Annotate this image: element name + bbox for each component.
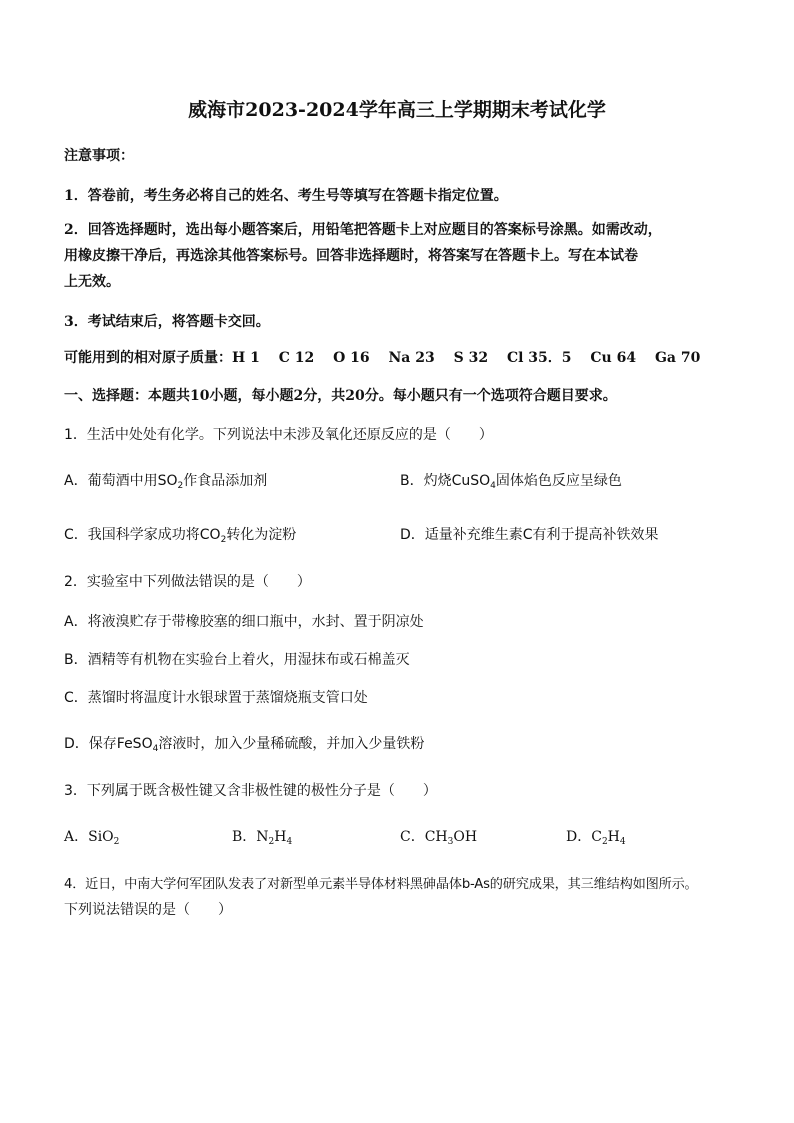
question-2-option-d: D．保存FeSO$_4$溶液时，加入少量稀硫酸，并加入少量铁粉 (64, 736, 425, 754)
notice-item-2-line-2: 用橡皮擦干净后，再选涂其他答案标号。回答非选择题时，将答案写在答题卡上。写在本试卷 (64, 248, 638, 264)
question-3-option-b: B．$N_2H_4$ (232, 829, 293, 847)
question-2-stem: 2．实验室中下列做法错误的是（ ） (64, 574, 311, 590)
question-4-stem-line-1: 4．近日，中南大学何军团队发表了对新型单元素半导体材料黑砷晶体b-As的研究成果，其三维结构如图所示。 (64, 877, 698, 892)
question-2-option-b: B．酒精等有机物在实验台上着火，用湿抹布或石棉盖灭 (64, 652, 410, 668)
page-title: 威海市2023-2024学年高三上学期期末考试化学 (188, 99, 606, 121)
notice-item-2-line-3: 上无效。 (64, 274, 120, 290)
section-1-heading: 一、选择题：本题共10小题，每小题2分，共20分。每小题只有一个选项符合题目要求。 (64, 388, 617, 404)
question-2-option-a: A．将液溴贮存于带橡胶塞的细口瓶中，水封、置于阴凉处 (64, 614, 424, 630)
notice-item-1: 1．答卷前，考生务必将自己的姓名、考生号等填写在答题卡指定位置。 (64, 188, 508, 204)
question-3-option-c: C．$CH_3OH$ (400, 829, 478, 847)
question-3-option-d: D．$C_2H_4$ (566, 829, 626, 847)
notice-heading: 注意事项： (64, 148, 134, 164)
question-1-option-c: C．我国科学家成功将$CO_2$转化为淀粉 (64, 527, 297, 545)
notice-item-2-line-1: 2．回答选择题时，选出每小题答案后，用铅笔把答题卡上对应题目的答案标号涂黑。如需改动， (64, 222, 662, 238)
question-3-option-a: A．SiO$_2$ (64, 829, 120, 847)
question-1-option-a: A．葡萄酒中用$SO_2$作食品添加剂 (64, 473, 268, 491)
question-1-option-b: B．灼烧CuSO$_4$固体焰色反应呈绿色 (400, 473, 622, 491)
question-4-stem-line-2: 下列说法错误的是（ ） (64, 902, 232, 918)
question-1-stem: 1．生活中处处有化学。下列说法中未涉及氧化还原反应的是（ ） (64, 427, 493, 443)
question-3-stem: 3．下列属于既含极性键又含非极性键的极性分子是（ ） (64, 783, 437, 799)
question-2-option-c: C．蒸馏时将温度计水银球置于蒸馏烧瓶支管口处 (64, 690, 368, 706)
question-1-option-d: D．适量补充维生素C有利于提高补铁效果 (400, 527, 659, 543)
atomic-mass-line: 可能用到的相对原子质量：H 1 C 12 O 16 Na 23 S 32 Cl 35．5 Cu 64 Ga 70 (64, 350, 701, 366)
notice-item-3: 3．考试结束后，将答题卡交回。 (64, 314, 270, 330)
